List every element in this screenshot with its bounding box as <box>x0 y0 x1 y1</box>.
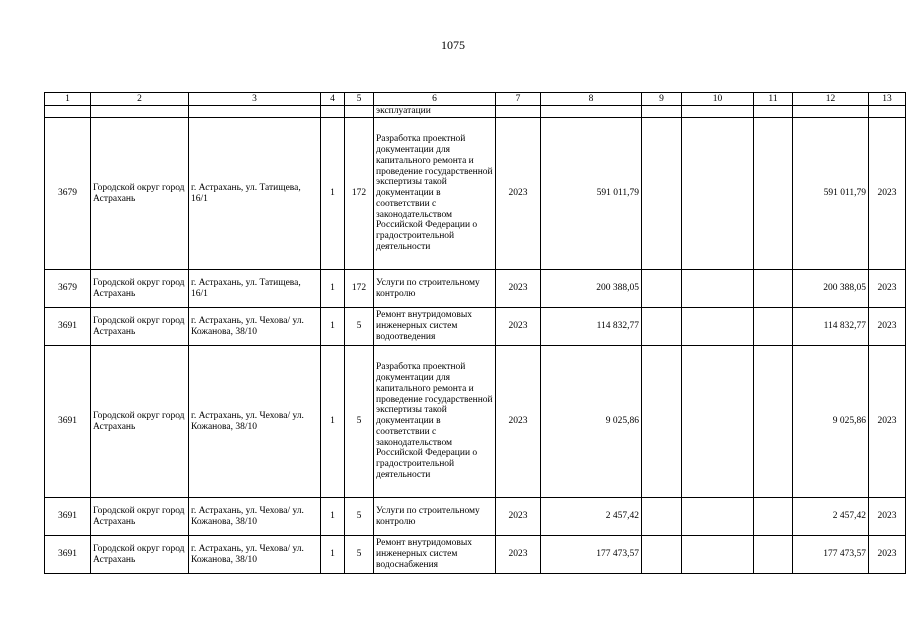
completion-year-cell: 2023 <box>869 346 906 498</box>
budget-cost-cell <box>682 308 754 346</box>
row-id-cell: 3691 <box>45 346 91 498</box>
work-type-cell: Услуги по строительному контролю <box>374 498 496 536</box>
table-row <box>45 308 906 346</box>
column-header: 5 <box>345 93 374 106</box>
owner-cost-cell <box>754 346 793 498</box>
object-count-cell: 5 <box>345 536 374 574</box>
column-header: 10 <box>682 93 754 106</box>
owner-cost-cell <box>754 118 793 270</box>
address-cell: г. Астрахань, ул. Чехова/ ул. Кожанова, 38/10 <box>189 346 321 498</box>
row-id-cell: 3679 <box>45 270 91 308</box>
work-type-cell: Ремонт внутридомовых инженерных систем водоснабжения <box>374 536 496 574</box>
total-cost-cell: 9 025,86 <box>541 346 642 498</box>
building-count-cell: 1 <box>321 536 345 574</box>
municipality-cell: Городской округ город Астрахань <box>91 536 189 574</box>
municipality-cell: Городской округ город Астрахань <box>91 270 189 308</box>
total-cost-cell: 591 011,79 <box>541 118 642 270</box>
total-cost-cell: 2 457,42 <box>541 498 642 536</box>
fund-cost-cell <box>642 346 682 498</box>
fund-cost-cell <box>642 498 682 536</box>
column-header: 11 <box>754 93 793 106</box>
object-count-cell: 5 <box>345 498 374 536</box>
budget-cost-cell <box>682 270 754 308</box>
fund-cost-cell <box>642 270 682 308</box>
register-table <box>44 92 906 574</box>
row-id-cell: 3691 <box>45 308 91 346</box>
municipality-cell: Городской округ город Астрахань <box>91 308 189 346</box>
page-number: 1075 <box>441 38 465 52</box>
fund-cost-cell <box>642 118 682 270</box>
work-type-continuation: эксплуатации <box>374 106 496 118</box>
work-type-cell: Разработка проектной документации для капитального ремонта и проведение государственной экспертизы такой документации в соответствии с законодательством Российской Федерации о градостроительной деятельности <box>374 118 496 270</box>
completion-year-cell: 2023 <box>869 536 906 574</box>
address-cell: г. Астрахань, ул. Татищева, 16/1 <box>189 270 321 308</box>
total-cost-cell: 114 832,77 <box>541 308 642 346</box>
total-cost-cell: 177 473,57 <box>541 536 642 574</box>
column-number-row <box>45 93 906 106</box>
repair-cost-cell: 591 011,79 <box>793 118 869 270</box>
address-cell: г. Астрахань, ул. Чехова/ ул. Кожанова, 38/10 <box>189 536 321 574</box>
table-row <box>45 270 906 308</box>
work-year-cell: 2023 <box>496 346 541 498</box>
completion-year-cell: 2023 <box>869 118 906 270</box>
work-year-cell: 2023 <box>496 270 541 308</box>
column-header: 12 <box>793 93 869 106</box>
work-year-cell: 2023 <box>496 118 541 270</box>
building-count-cell: 1 <box>321 308 345 346</box>
row-id-cell: 3691 <box>45 498 91 536</box>
repair-cost-cell: 200 388,05 <box>793 270 869 308</box>
object-count-cell: 172 <box>345 270 374 308</box>
municipality-cell: Городской округ город Астрахань <box>91 118 189 270</box>
row-id-cell: 3691 <box>45 536 91 574</box>
column-header: 6 <box>374 93 496 106</box>
object-count-cell: 5 <box>345 308 374 346</box>
repair-cost-cell: 9 025,86 <box>793 346 869 498</box>
owner-cost-cell <box>754 270 793 308</box>
continuation-row <box>45 106 906 118</box>
building-count-cell: 1 <box>321 346 345 498</box>
completion-year-cell: 2023 <box>869 270 906 308</box>
municipality-cell: Городской округ город Астрахань <box>91 346 189 498</box>
budget-cost-cell <box>682 536 754 574</box>
work-type-cell: Ремонт внутридомовых инженерных систем водоотведения <box>374 308 496 346</box>
object-count-cell: 172 <box>345 118 374 270</box>
table-row <box>45 346 906 498</box>
table-row <box>45 536 906 574</box>
budget-cost-cell <box>682 346 754 498</box>
completion-year-cell: 2023 <box>869 498 906 536</box>
work-year-cell: 2023 <box>496 498 541 536</box>
column-header: 9 <box>642 93 682 106</box>
total-cost-cell: 200 388,05 <box>541 270 642 308</box>
municipality-cell: Городской округ город Астрахань <box>91 498 189 536</box>
repair-cost-cell: 2 457,42 <box>793 498 869 536</box>
column-header: 4 <box>321 93 345 106</box>
table-row <box>45 118 906 270</box>
owner-cost-cell <box>754 308 793 346</box>
column-header: 7 <box>496 93 541 106</box>
repair-cost-cell: 114 832,77 <box>793 308 869 346</box>
repair-cost-cell: 177 473,57 <box>793 536 869 574</box>
building-count-cell: 1 <box>321 118 345 270</box>
building-count-cell: 1 <box>321 270 345 308</box>
column-header: 3 <box>189 93 321 106</box>
address-cell: г. Астрахань, ул. Татищева, 16/1 <box>189 118 321 270</box>
budget-cost-cell <box>682 498 754 536</box>
column-header: 8 <box>541 93 642 106</box>
object-count-cell: 5 <box>345 346 374 498</box>
work-type-cell: Услуги по строительному контролю <box>374 270 496 308</box>
fund-cost-cell <box>642 308 682 346</box>
work-type-cell: Разработка проектной документации для капитального ремонта и проведение государственной экспертизы такой документации в соответствии с законодательством Российской Федерации о градостроительной деятельности <box>374 346 496 498</box>
address-cell: г. Астрахань, ул. Чехова/ ул. Кожанова, 38/10 <box>189 498 321 536</box>
owner-cost-cell <box>754 536 793 574</box>
owner-cost-cell <box>754 498 793 536</box>
row-id-cell: 3679 <box>45 118 91 270</box>
work-year-cell: 2023 <box>496 308 541 346</box>
budget-cost-cell <box>682 118 754 270</box>
table-row <box>45 498 906 536</box>
column-header: 2 <box>91 93 189 106</box>
building-count-cell: 1 <box>321 498 345 536</box>
completion-year-cell: 2023 <box>869 308 906 346</box>
work-year-cell: 2023 <box>496 536 541 574</box>
column-header: 13 <box>869 93 906 106</box>
column-header: 1 <box>45 93 91 106</box>
fund-cost-cell <box>642 536 682 574</box>
address-cell: г. Астрахань, ул. Чехова/ ул. Кожанова, 38/10 <box>189 308 321 346</box>
